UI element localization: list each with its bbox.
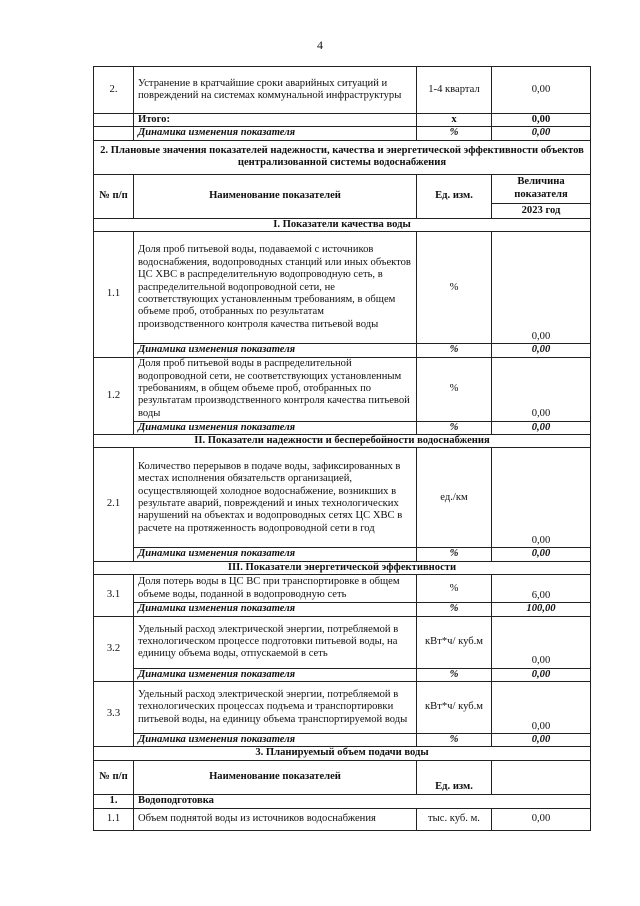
- indicator-name: Устранение в кратчайшие сроки аварийных ситуаций и повреждений на системах коммунальной инфраструктуры: [134, 67, 417, 114]
- header-num: № п/п: [94, 760, 134, 794]
- indicator-name: Доля проб питьевой воды, подаваемой с источников водоснабжения, водопроводных станций или иных объектов ЦС ХВС в распределительную водопроводную сеть, в распределительной водопроводной сети, не соответствующих установленным требованиям, в общем объеме проб, отобранных по результатам производственного контроля качества питьевой воды: [134, 232, 417, 344]
- dynamics-unit: %: [417, 734, 492, 747]
- row-num: 3.2: [94, 616, 134, 681]
- dynamics-label: Динамика изменения показателя: [134, 668, 417, 681]
- indicator-name: Количество перерывов в подаче воды, зафиксированных в местах исполнения обязательств организацией, осуществляющей холодное водоснабжение, возникших в результате аварий, повреждений и иных технологических нарушений на объектах и водопроводных сетях ЦС ХВС в расчете на протяженность водопроводной сети в год: [134, 448, 417, 548]
- value-cell: 0,00: [492, 448, 591, 548]
- dynamics-row: [94, 127, 591, 140]
- group-title-row: [94, 561, 591, 574]
- value-cell: 0,00: [492, 232, 591, 344]
- header-unit: Ед. изм.: [417, 760, 492, 794]
- row-num: 2.: [94, 67, 134, 114]
- dynamics-row: [94, 344, 591, 357]
- unit-cell: 1-4 квартал: [417, 67, 492, 114]
- unit-cell: тыс. куб. м.: [417, 808, 492, 830]
- total-unit: x: [417, 114, 492, 127]
- dynamics-unit: %: [417, 344, 492, 357]
- total-row: [94, 114, 591, 127]
- unit-cell: %: [417, 575, 492, 603]
- unit-cell: ед./км: [417, 448, 492, 548]
- group-3-title: III. Показатели энергетической эффективности: [94, 561, 591, 574]
- table-row: [94, 575, 591, 603]
- dynamics-unit: %: [417, 127, 492, 140]
- section-title-row: [94, 140, 591, 174]
- table-row: [94, 448, 591, 548]
- dynamics-unit: %: [417, 548, 492, 561]
- dynamics-row: [94, 548, 591, 561]
- dynamics-label: Динамика изменения показателя: [134, 548, 417, 561]
- header-year: [492, 760, 591, 794]
- header-row: [94, 174, 591, 203]
- group-1-title: I. Показатели качества воды: [94, 218, 591, 231]
- table-row: [94, 232, 591, 344]
- dynamics-row: [94, 421, 591, 434]
- dynamics-unit: %: [417, 668, 492, 681]
- header-value: Величина показателя: [492, 174, 591, 203]
- dynamics-value: 100,00: [492, 603, 591, 616]
- table-row: [94, 67, 591, 114]
- row-num: 1.1: [94, 232, 134, 357]
- value-cell: 6,00: [492, 575, 591, 603]
- table-row: [94, 357, 591, 421]
- unit-cell: кВт*ч/ куб.м: [417, 616, 492, 668]
- indicator-name: Доля проб питьевой воды в распределительной водопроводной сети, не соответствующих установленным требованиям, в общем объеме проб, отобранных по результатам производственного контроля качества питьевой воды: [134, 357, 417, 421]
- row-num: 1.2: [94, 357, 134, 434]
- subsection-row: [94, 794, 591, 808]
- value-cell: 0,00: [492, 67, 591, 114]
- dynamics-row: [94, 668, 591, 681]
- header-unit: Ед. изм.: [417, 174, 492, 218]
- unit-cell: %: [417, 357, 492, 421]
- indicators-table: [93, 66, 591, 831]
- header-year: 2023 год: [492, 203, 591, 218]
- unit-cell: %: [417, 232, 492, 344]
- group-2-title: II. Показатели надежности и бесперебойности водоснабжения: [94, 435, 591, 448]
- subsection-name: Водоподготовка: [134, 794, 591, 808]
- indicator-name: Доля потерь воды в ЦС ВС при транспортировке в общем объеме воды, поданной в водопроводную сеть: [134, 575, 417, 603]
- dynamics-row: [94, 734, 591, 747]
- header-name: Наименование показателей: [134, 174, 417, 218]
- total-label: Итого:: [134, 114, 417, 127]
- page-number: 4: [317, 38, 323, 52]
- dynamics-unit: %: [417, 603, 492, 616]
- dynamics-label: Динамика изменения показателя: [134, 734, 417, 747]
- value-cell: 0,00: [492, 616, 591, 668]
- dynamics-label: Динамика изменения показателя: [134, 421, 417, 434]
- section-title-row: [94, 747, 591, 760]
- indicator-name: Удельный расход электрической энергии, потребляемой в технологических процессах подъема и транспортировки питьевой воды, на единицу объема транспортируемой воды: [134, 682, 417, 734]
- table-row: [94, 616, 591, 668]
- table-row: [94, 682, 591, 734]
- dynamics-label: Динамика изменения показателя: [134, 127, 417, 140]
- unit-cell: кВт*ч/ куб.м: [417, 682, 492, 734]
- section-2-title: 2. Плановые значения показателей надежности, качества и энергетической эффективности объектов централизованной системы водоснабжения: [94, 140, 591, 174]
- dynamics-label: Динамика изменения показателя: [134, 603, 417, 616]
- dynamics-value: 0,00: [492, 548, 591, 561]
- group-title-row: [94, 218, 591, 231]
- header-row: [94, 760, 591, 794]
- row-num: 1.: [94, 794, 134, 808]
- row-num: 1.1: [94, 808, 134, 830]
- header-name: Наименование показателей: [134, 760, 417, 794]
- dynamics-label: Динамика изменения показателя: [134, 344, 417, 357]
- group-title-row: [94, 435, 591, 448]
- row-num: 3.3: [94, 682, 134, 747]
- section-3-title: 3. Планируемый объем подачи воды: [94, 747, 591, 760]
- value-cell: 0,00: [492, 357, 591, 421]
- dynamics-value: 0,00: [492, 127, 591, 140]
- value-cell: 0,00: [492, 808, 591, 830]
- dynamics-unit: %: [417, 421, 492, 434]
- dynamics-value: 0,00: [492, 668, 591, 681]
- dynamics-row: [94, 603, 591, 616]
- total-value: 0,00: [492, 114, 591, 127]
- dynamics-value: 0,00: [492, 734, 591, 747]
- table-row: [94, 808, 591, 830]
- header-num: № п/п: [94, 174, 134, 218]
- value-cell: 0,00: [492, 682, 591, 734]
- row-num: 2.1: [94, 448, 134, 561]
- indicator-name: Удельный расход электрической энергии, потребляемой в технологическом процессе подготовки питьевой воды, на единицу объема воды, отпускаемой в сеть: [134, 616, 417, 668]
- row-num: 3.1: [94, 575, 134, 616]
- dynamics-value: 0,00: [492, 344, 591, 357]
- dynamics-value: 0,00: [492, 421, 591, 434]
- indicator-name: Объем поднятой воды из источников водоснабжения: [134, 808, 417, 830]
